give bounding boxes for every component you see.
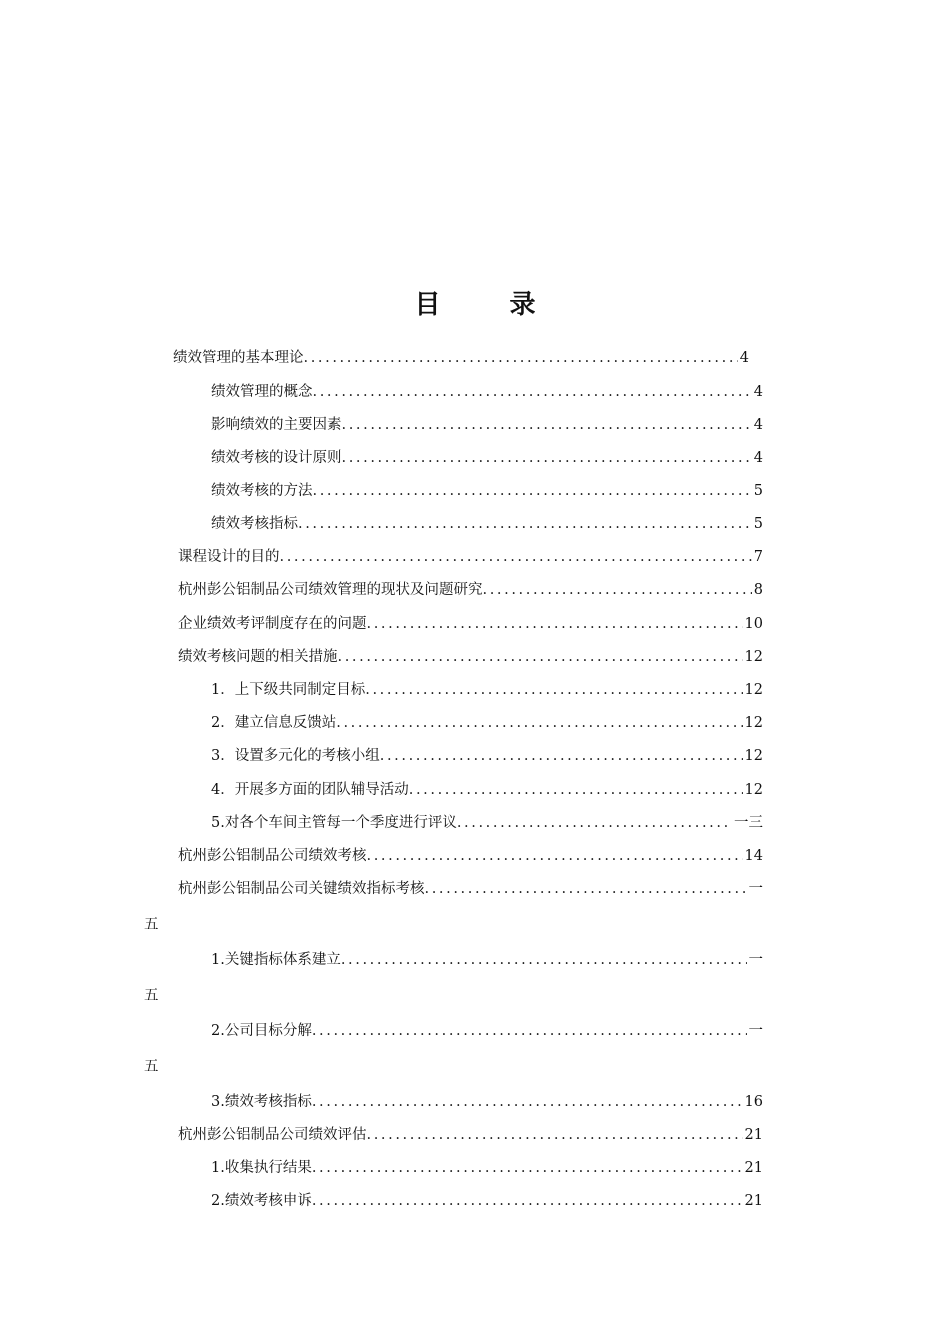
toc-entry[interactable]: [211, 1189, 763, 1211]
toc-entry[interactable]: [178, 612, 763, 634]
toc-entry[interactable]: [178, 1123, 763, 1145]
dot-leader: [313, 481, 752, 501]
toc-entry[interactable]: [211, 778, 763, 800]
toc-entry-page: 8: [753, 582, 763, 598]
toc-entry-page-wrap: 五: [144, 988, 159, 1004]
toc-entry[interactable]: [211, 512, 763, 534]
dot-leader: [483, 580, 752, 600]
toc-entry[interactable]: [211, 744, 763, 766]
toc-entry-label: 1.收集执行结果: [211, 1160, 312, 1176]
toc-entry-page: 4: [753, 417, 763, 433]
toc-entry-page: 7: [753, 549, 763, 565]
toc-entry-page: 5: [753, 483, 763, 499]
toc-entry-page-wrap: 五: [144, 1059, 159, 1075]
toc-entry[interactable]: [211, 380, 763, 402]
dot-leader: [342, 448, 752, 468]
dot-leader: [313, 382, 752, 402]
dot-leader: [298, 514, 752, 534]
toc-entry-page: 16: [744, 1094, 763, 1110]
dot-leader: [312, 1021, 747, 1041]
dot-leader: [365, 680, 742, 700]
toc-entry[interactable]: [211, 711, 763, 733]
toc-entry-page: 一三: [734, 815, 763, 831]
toc-entry-label: 杭州彭公铝制品公司绩效考核: [178, 848, 367, 864]
toc-entry-label: 课程设计的目的: [178, 549, 280, 565]
dot-leader: [342, 415, 752, 435]
toc-entry-label: 2．建立信息反馈站: [211, 715, 337, 731]
toc-entry-label: 杭州彭公铝制品公司绩效管理的现状及问题研究: [178, 582, 483, 598]
toc-entry-page: 21: [744, 1193, 763, 1209]
toc-entry-label: 2.公司目标分解: [211, 1023, 312, 1039]
toc-entry[interactable]: [178, 545, 763, 567]
toc-entry-page: 21: [744, 1127, 763, 1143]
toc-entry[interactable]: [178, 877, 763, 899]
toc-entry-page: 12: [744, 782, 763, 798]
toc-entry-page: 12: [744, 682, 763, 698]
toc-entry-label: 杭州彭公铝制品公司绩效评估: [178, 1127, 367, 1143]
toc-entry[interactable]: [178, 578, 763, 600]
toc-entry-page: 12: [744, 715, 763, 731]
dot-leader: [312, 1191, 743, 1211]
dot-leader: [425, 879, 747, 899]
toc-entry-page: 12: [744, 649, 763, 665]
toc-entry[interactable]: [211, 811, 763, 833]
toc-entry-label: 2.绩效考核申诉: [211, 1193, 312, 1209]
toc-entry-page: 一: [748, 881, 763, 897]
toc-title: 目 录: [414, 290, 566, 320]
dot-leader: [367, 614, 743, 634]
toc-entry-label: 绩效考核的设计原则: [211, 450, 342, 466]
dot-leader: [409, 780, 743, 800]
toc-entry-page: 14: [744, 848, 763, 864]
toc-entry[interactable]: [211, 446, 763, 468]
dot-leader: [367, 1125, 743, 1145]
toc-entry[interactable]: [178, 645, 763, 667]
toc-entry-label: 企业绩效考评制度存在的问题: [178, 616, 367, 632]
toc-entry[interactable]: [173, 346, 749, 368]
toc-entry-label: 杭州彭公铝制品公司关键绩效指标考核: [178, 881, 425, 897]
dot-leader: [380, 746, 743, 766]
toc-entry-label: 绩效考核问题的相关措施: [178, 649, 338, 665]
dot-leader: [367, 846, 743, 866]
toc-entry[interactable]: [211, 413, 763, 435]
toc-entry-page: 4: [739, 350, 749, 366]
toc-entry-page: 4: [753, 384, 763, 400]
toc-entry[interactable]: [211, 678, 763, 700]
dot-leader: [341, 950, 747, 970]
dot-leader: [336, 713, 742, 733]
dot-leader: [304, 348, 738, 368]
toc-entry-label: 绩效考核指标: [211, 516, 298, 532]
toc-entry[interactable]: [211, 1090, 763, 1112]
toc-entry-label: 1.关键指标体系建立: [211, 952, 341, 968]
toc-entry[interactable]: [178, 844, 763, 866]
toc-entry-page: 一: [748, 1023, 763, 1039]
toc-entry-label: 绩效管理的概念: [211, 384, 313, 400]
toc-entry[interactable]: [211, 948, 763, 970]
dot-leader: [457, 813, 732, 833]
dot-leader: [280, 547, 752, 567]
toc-entry[interactable]: [211, 1156, 763, 1178]
toc-entry-label: 3．设置多元化的考核小组: [211, 748, 380, 764]
toc-entry-page: 21: [744, 1160, 763, 1176]
dot-leader: [338, 647, 743, 667]
toc-entry-page: 10: [744, 616, 763, 632]
toc-entry-page: 一: [748, 952, 763, 968]
toc-entry-page: 5: [753, 516, 763, 532]
toc-entry-page: 12: [744, 748, 763, 764]
toc-entry-page: 4: [753, 450, 763, 466]
toc-entry[interactable]: [211, 1019, 763, 1041]
dot-leader: [312, 1092, 743, 1112]
toc-entry[interactable]: [211, 479, 763, 501]
toc-entry-label: 5.对各个车间主管每一个季度进行评议: [211, 815, 457, 831]
dot-leader: [312, 1158, 743, 1178]
toc-entry-label: 3.绩效考核指标: [211, 1094, 312, 1110]
toc-entry-label: 1．上下级共同制定目标: [211, 682, 366, 698]
toc-entry-label: 影响绩效的主要因素: [211, 417, 342, 433]
toc-entry-label: 绩效管理的基本理论: [173, 350, 304, 366]
toc-entry-label: 绩效考核的方法: [211, 483, 313, 499]
toc-entry-page-wrap: 五: [144, 917, 159, 933]
toc-entry-label: 4．开展多方面的团队辅导活动: [211, 782, 409, 798]
